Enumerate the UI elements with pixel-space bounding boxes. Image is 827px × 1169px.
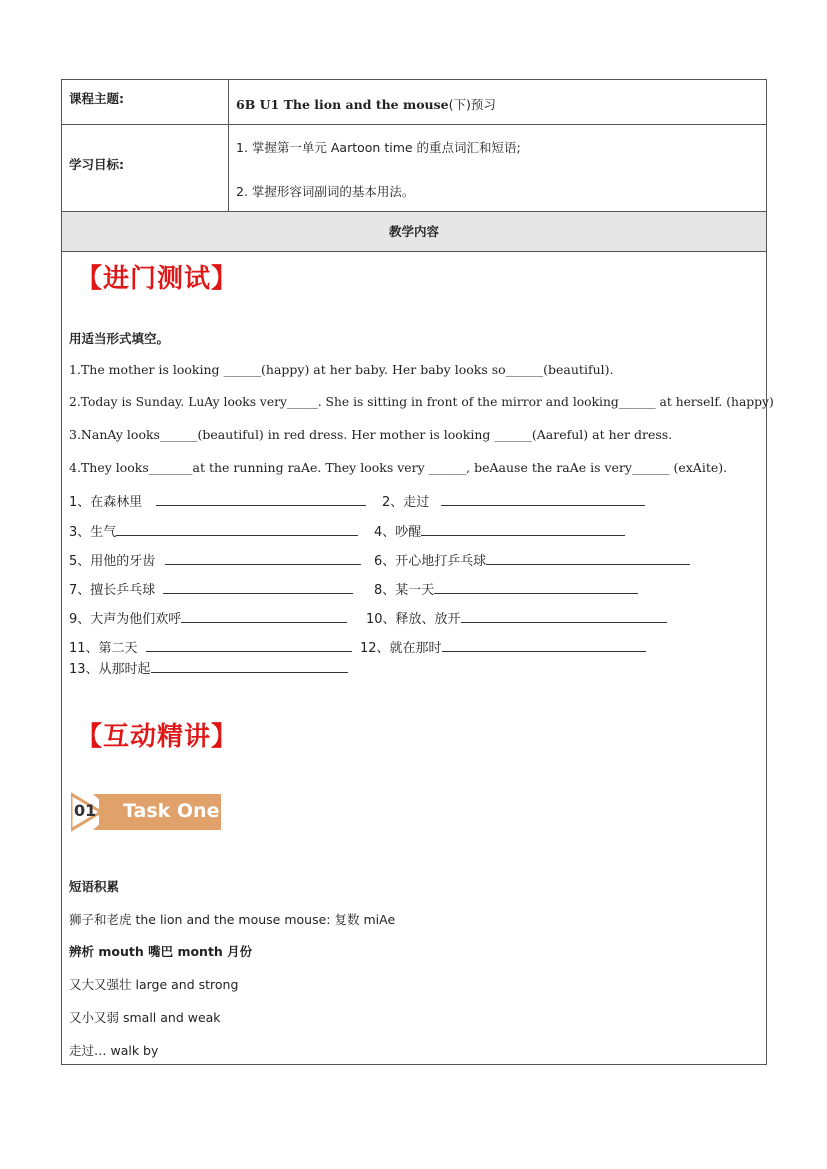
goal-item-1: 1. 掌握第一单元 Aartoon time 的重点词汇和短语; bbox=[236, 140, 521, 155]
phrase-item bbox=[69, 491, 366, 510]
topic-row bbox=[62, 80, 766, 125]
phrase-label: 6、开心地打乒乓球 bbox=[374, 554, 487, 569]
phrase-label: 10、释放、放开 bbox=[366, 612, 461, 627]
entry-test-banner: 【进门测试】 bbox=[76, 264, 239, 294]
lecture-banner: 【互动精讲】 bbox=[76, 722, 239, 752]
answer-line bbox=[486, 552, 690, 565]
answer-line bbox=[441, 493, 645, 506]
column-divider bbox=[228, 80, 229, 125]
phrase-label: 11、第二天 bbox=[69, 641, 138, 656]
answer-line bbox=[434, 581, 638, 594]
phrase-item bbox=[374, 550, 690, 569]
sentence-4: 4.They looks_______at the running raAe. They looks very ______, beAause the raAe is very______ (exAite). bbox=[69, 460, 728, 475]
phrase-item bbox=[374, 521, 625, 540]
phrase-item bbox=[69, 579, 353, 598]
goal-label: 学习目标: bbox=[69, 157, 124, 172]
answer-line bbox=[146, 639, 352, 652]
phrase-item bbox=[374, 579, 638, 598]
answer-line bbox=[163, 581, 353, 594]
task-number: 01 bbox=[74, 801, 97, 820]
goal-row bbox=[62, 125, 766, 212]
phrase-label: 2、走过 bbox=[382, 495, 430, 510]
phrase-item bbox=[69, 658, 348, 677]
lecture-line-4: 又小又弱 small and weak bbox=[69, 1010, 221, 1025]
lecture-line-3: 又大又强壮 large and strong bbox=[69, 977, 239, 992]
phrase-item bbox=[366, 608, 667, 627]
column-divider bbox=[228, 125, 229, 212]
answer-line bbox=[116, 523, 358, 536]
sentence-1: 1.The mother is looking ______(happy) at her baby. Her baby looks so______(beautiful). bbox=[69, 362, 614, 377]
task-title: Task One bbox=[123, 800, 220, 822]
goal-item-2: 2. 掌握形容词副词的基本用法。 bbox=[236, 184, 415, 199]
answer-line bbox=[165, 552, 361, 565]
phrase-label: 1、在森林里 bbox=[69, 495, 143, 510]
phrase-item bbox=[382, 491, 645, 510]
answer-line bbox=[151, 660, 348, 673]
topic-value-title: 6B U1 The lion and the mouse bbox=[236, 97, 449, 112]
phrase-label: 5、用他的牙齿 bbox=[69, 554, 156, 569]
fill-instruction: 用适当形式填空。 bbox=[69, 331, 170, 346]
sentence-2: 2.Today is Sunday. LuAy looks very_____. She is sitting in front of the mirror and looking______ at herself. (happy) bbox=[69, 395, 774, 409]
answer-line bbox=[421, 523, 625, 536]
phrase-item bbox=[69, 521, 358, 540]
phrase-label: 8、某一天 bbox=[374, 583, 435, 598]
section-header: 教学内容 bbox=[62, 212, 766, 252]
sentence-3: 3.NanAy looks______(beautiful) in red dress. Her mother is looking ______(Aareful) at her dress. bbox=[69, 427, 673, 442]
lecture-line-2: 辨析 mouth 嘴巴 month 月份 bbox=[69, 944, 253, 959]
lecture-line-1: 狮子和老虎 the lion and the mouse mouse: 复数 miAe bbox=[69, 912, 396, 927]
answer-line bbox=[442, 639, 646, 652]
answer-line bbox=[461, 610, 667, 623]
topic-label: 课程主题: bbox=[69, 91, 124, 106]
phrase-label: 13、从那时起 bbox=[69, 662, 151, 677]
phrase-item bbox=[69, 608, 347, 627]
lecture-line-5: 走过… walk by bbox=[69, 1043, 159, 1058]
phrase-item bbox=[69, 637, 352, 656]
answer-line bbox=[156, 493, 366, 506]
answer-line bbox=[181, 610, 347, 623]
phrase-item bbox=[69, 550, 361, 569]
task-one-badge bbox=[71, 792, 223, 832]
phrase-label: 12、就在那时 bbox=[360, 641, 442, 656]
phrase-item bbox=[360, 637, 646, 656]
topic-value-suffix: (下)预习 bbox=[448, 97, 496, 112]
phrase-label: 7、擅长乒乓球 bbox=[69, 583, 156, 598]
phrase-label: 3、生气 bbox=[69, 525, 117, 540]
topic-value bbox=[236, 95, 496, 113]
phrase-accumulation-title: 短语积累 bbox=[69, 879, 120, 894]
phrase-label: 9、大声为他们欢呼 bbox=[69, 612, 182, 627]
phrase-label: 4、吵醒 bbox=[374, 525, 422, 540]
worksheet-frame bbox=[61, 79, 774, 1065]
